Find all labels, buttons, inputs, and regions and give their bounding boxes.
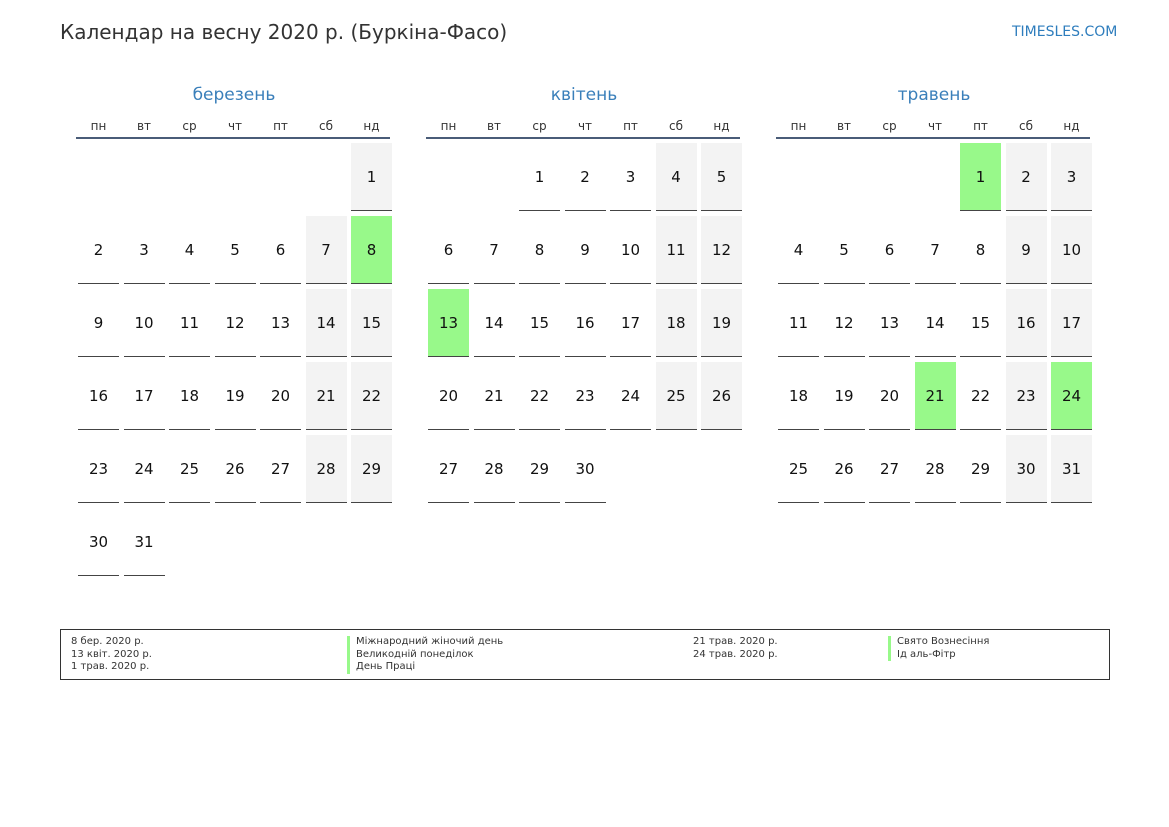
legend-date: 8 бер. 2020 р. bbox=[71, 636, 144, 647]
day-cell[interactable]: 11 bbox=[656, 216, 697, 284]
day-cell[interactable]: 8 bbox=[960, 216, 1001, 284]
day-cell[interactable]: 1 bbox=[351, 143, 392, 211]
weekday-label: пт bbox=[973, 119, 988, 133]
day-cell[interactable]: 26 bbox=[215, 435, 256, 503]
day-cell[interactable]: 20 bbox=[428, 362, 469, 430]
day-cell[interactable]: 16 bbox=[78, 362, 119, 430]
day-cell[interactable]: 6 bbox=[869, 216, 910, 284]
weekday-label: сб bbox=[669, 119, 683, 133]
day-cell[interactable]: 15 bbox=[519, 289, 560, 357]
day-cell[interactable]: 20 bbox=[869, 362, 910, 430]
holiday-legend bbox=[60, 629, 1110, 680]
month-title: квітень bbox=[550, 85, 618, 105]
day-cell[interactable]: 7 bbox=[474, 216, 515, 284]
day-cell[interactable]: 18 bbox=[656, 289, 697, 357]
day-cell[interactable]: 4 bbox=[169, 216, 210, 284]
day-cell[interactable]: 17 bbox=[1051, 289, 1092, 357]
day-cell[interactable]: 24 bbox=[124, 435, 165, 503]
day-cell[interactable]: 25 bbox=[778, 435, 819, 503]
legend-date: 24 трав. 2020 р. bbox=[693, 648, 778, 660]
legend-holiday-name: Ід аль-Фітр bbox=[888, 649, 989, 662]
weekday-label: вт bbox=[836, 119, 852, 133]
empty-cell bbox=[260, 143, 301, 211]
holiday-day-cell[interactable]: 1 bbox=[960, 143, 1001, 211]
month-calendar-may bbox=[776, 84, 1092, 503]
day-cell[interactable]: 2 bbox=[78, 216, 119, 284]
empty-cell bbox=[915, 143, 956, 211]
day-cell[interactable]: 26 bbox=[824, 435, 865, 503]
day-cell[interactable]: 21 bbox=[474, 362, 515, 430]
day-cell[interactable]: 12 bbox=[215, 289, 256, 357]
day-cell[interactable]: 26 bbox=[701, 362, 742, 430]
day-cell[interactable]: 29 bbox=[351, 435, 392, 503]
day-cell[interactable]: 15 bbox=[960, 289, 1001, 357]
day-grid bbox=[426, 143, 742, 503]
day-cell[interactable]: 23 bbox=[1006, 362, 1047, 430]
day-cell[interactable]: 16 bbox=[565, 289, 606, 357]
day-grid bbox=[76, 143, 392, 576]
day-cell[interactable]: 24 bbox=[610, 362, 651, 430]
empty-cell bbox=[778, 143, 819, 211]
empty-cell bbox=[428, 143, 469, 211]
weekday-label: ср bbox=[882, 119, 897, 133]
day-cell[interactable]: 1 bbox=[519, 143, 560, 211]
day-cell[interactable]: 17 bbox=[124, 362, 165, 430]
day-grid bbox=[776, 143, 1092, 503]
legend-dates-right bbox=[693, 636, 778, 661]
day-cell[interactable]: 7 bbox=[306, 216, 347, 284]
weekday-label: пн bbox=[90, 119, 107, 133]
holiday-day-cell[interactable]: 13 bbox=[428, 289, 469, 357]
day-cell[interactable]: 9 bbox=[1006, 216, 1047, 284]
day-cell[interactable]: 20 bbox=[260, 362, 301, 430]
day-cell[interactable]: 28 bbox=[474, 435, 515, 503]
empty-cell bbox=[215, 143, 256, 211]
legend-holiday-name: День Праці bbox=[347, 661, 503, 674]
day-cell[interactable]: 18 bbox=[778, 362, 819, 430]
empty-cell bbox=[869, 143, 910, 211]
day-cell[interactable]: 5 bbox=[215, 216, 256, 284]
legend-names-left bbox=[347, 636, 503, 674]
day-cell[interactable]: 31 bbox=[124, 508, 165, 576]
holiday-day-cell[interactable]: 8 bbox=[351, 216, 392, 284]
page-title: Календар на весну 2020 р. (Буркіна-Фасо) bbox=[60, 20, 508, 44]
weekday-label: ср bbox=[182, 119, 197, 133]
weekday-label: пн bbox=[440, 119, 457, 133]
day-cell[interactable]: 31 bbox=[1051, 435, 1092, 503]
weekday-label: пт bbox=[273, 119, 288, 133]
day-cell[interactable]: 18 bbox=[169, 362, 210, 430]
empty-cell bbox=[474, 143, 515, 211]
day-cell[interactable]: 6 bbox=[260, 216, 301, 284]
weekday-label: нд bbox=[713, 119, 730, 133]
day-cell[interactable]: 29 bbox=[519, 435, 560, 503]
day-cell[interactable]: 27 bbox=[428, 435, 469, 503]
day-cell[interactable]: 16 bbox=[1006, 289, 1047, 357]
day-cell[interactable]: 11 bbox=[778, 289, 819, 357]
empty-cell bbox=[306, 143, 347, 211]
day-cell[interactable]: 27 bbox=[260, 435, 301, 503]
legend-date: 1 трав. 2020 р. bbox=[71, 661, 150, 672]
day-cell[interactable]: 25 bbox=[169, 435, 210, 503]
day-cell[interactable]: 4 bbox=[778, 216, 819, 284]
weekday-label: сб bbox=[319, 119, 333, 133]
day-cell[interactable]: 22 bbox=[351, 362, 392, 430]
empty-cell bbox=[78, 143, 119, 211]
day-cell[interactable]: 4 bbox=[656, 143, 697, 211]
month-calendar-april bbox=[426, 84, 742, 503]
day-cell[interactable]: 29 bbox=[960, 435, 1001, 503]
empty-cell bbox=[124, 143, 165, 211]
day-cell[interactable]: 2 bbox=[1006, 143, 1047, 211]
day-cell[interactable]: 28 bbox=[306, 435, 347, 503]
weekday-header bbox=[426, 117, 740, 139]
holiday-day-cell[interactable]: 24 bbox=[1051, 362, 1092, 430]
month-title: травень bbox=[897, 85, 971, 105]
day-cell[interactable]: 2 bbox=[565, 143, 606, 211]
day-cell[interactable]: 10 bbox=[124, 289, 165, 357]
weekday-label: вт bbox=[136, 119, 152, 133]
day-cell[interactable]: 14 bbox=[474, 289, 515, 357]
day-cell[interactable]: 14 bbox=[915, 289, 956, 357]
month-title: березень bbox=[192, 85, 276, 105]
weekday-label: чт bbox=[227, 119, 243, 133]
weekday-label: пн bbox=[790, 119, 807, 133]
holiday-day-cell[interactable]: 21 bbox=[915, 362, 956, 430]
legend-names-right bbox=[888, 636, 989, 661]
day-cell[interactable]: 7 bbox=[915, 216, 956, 284]
weekday-label: ср bbox=[532, 119, 547, 133]
weekday-label: нд bbox=[1063, 119, 1080, 133]
day-cell[interactable]: 19 bbox=[824, 362, 865, 430]
day-cell[interactable]: 12 bbox=[824, 289, 865, 357]
day-cell[interactable]: 17 bbox=[610, 289, 651, 357]
day-cell[interactable]: 3 bbox=[610, 143, 651, 211]
day-cell[interactable]: 13 bbox=[869, 289, 910, 357]
legend-date: 21 трав. 2020 р. bbox=[693, 636, 778, 647]
day-cell[interactable]: 23 bbox=[565, 362, 606, 430]
day-cell[interactable]: 13 bbox=[260, 289, 301, 357]
weekday-label: пт bbox=[623, 119, 638, 133]
weekday-label: нд bbox=[363, 119, 380, 133]
day-cell[interactable]: 9 bbox=[78, 289, 119, 357]
day-cell[interactable]: 10 bbox=[610, 216, 651, 284]
legend-date: 13 квіт. 2020 р. bbox=[71, 648, 152, 660]
weekday-header bbox=[776, 117, 1090, 139]
legend-holiday-name: Міжнародний жіночий день bbox=[347, 636, 503, 649]
day-cell[interactable]: 19 bbox=[215, 362, 256, 430]
day-cell[interactable]: 10 bbox=[1051, 216, 1092, 284]
empty-cell bbox=[169, 143, 210, 211]
day-cell[interactable]: 19 bbox=[701, 289, 742, 357]
weekday-label: вт bbox=[486, 119, 502, 133]
day-cell[interactable]: 15 bbox=[351, 289, 392, 357]
day-cell[interactable]: 22 bbox=[519, 362, 560, 430]
day-cell[interactable]: 30 bbox=[78, 508, 119, 576]
brand-link[interactable]: TIMESLES.COM bbox=[1012, 24, 1118, 40]
day-cell[interactable]: 28 bbox=[915, 435, 956, 503]
month-calendar-march bbox=[76, 84, 392, 576]
day-cell[interactable]: 21 bbox=[306, 362, 347, 430]
day-cell[interactable]: 3 bbox=[1051, 143, 1092, 211]
day-cell[interactable]: 14 bbox=[306, 289, 347, 357]
day-cell[interactable]: 5 bbox=[824, 216, 865, 284]
day-cell[interactable]: 22 bbox=[960, 362, 1001, 430]
weekday-label: сб bbox=[1019, 119, 1033, 133]
day-cell[interactable]: 6 bbox=[428, 216, 469, 284]
legend-holiday-name: Великодній понеділок bbox=[347, 649, 503, 662]
day-cell[interactable]: 27 bbox=[869, 435, 910, 503]
day-cell[interactable]: 5 bbox=[701, 143, 742, 211]
weekday-label: чт bbox=[927, 119, 943, 133]
day-cell[interactable]: 11 bbox=[169, 289, 210, 357]
weekday-header bbox=[76, 117, 390, 139]
day-cell[interactable]: 3 bbox=[124, 216, 165, 284]
legend-dates-left bbox=[71, 636, 152, 674]
day-cell[interactable]: 25 bbox=[656, 362, 697, 430]
day-cell[interactable]: 12 bbox=[701, 216, 742, 284]
day-cell[interactable]: 9 bbox=[565, 216, 606, 284]
empty-cell bbox=[824, 143, 865, 211]
legend-holiday-name: Свято Вознесіння bbox=[888, 636, 989, 649]
day-cell[interactable]: 23 bbox=[78, 435, 119, 503]
day-cell[interactable]: 8 bbox=[519, 216, 560, 284]
day-cell[interactable]: 30 bbox=[1006, 435, 1047, 503]
weekday-label: чт bbox=[577, 119, 593, 133]
day-cell[interactable]: 30 bbox=[565, 435, 606, 503]
